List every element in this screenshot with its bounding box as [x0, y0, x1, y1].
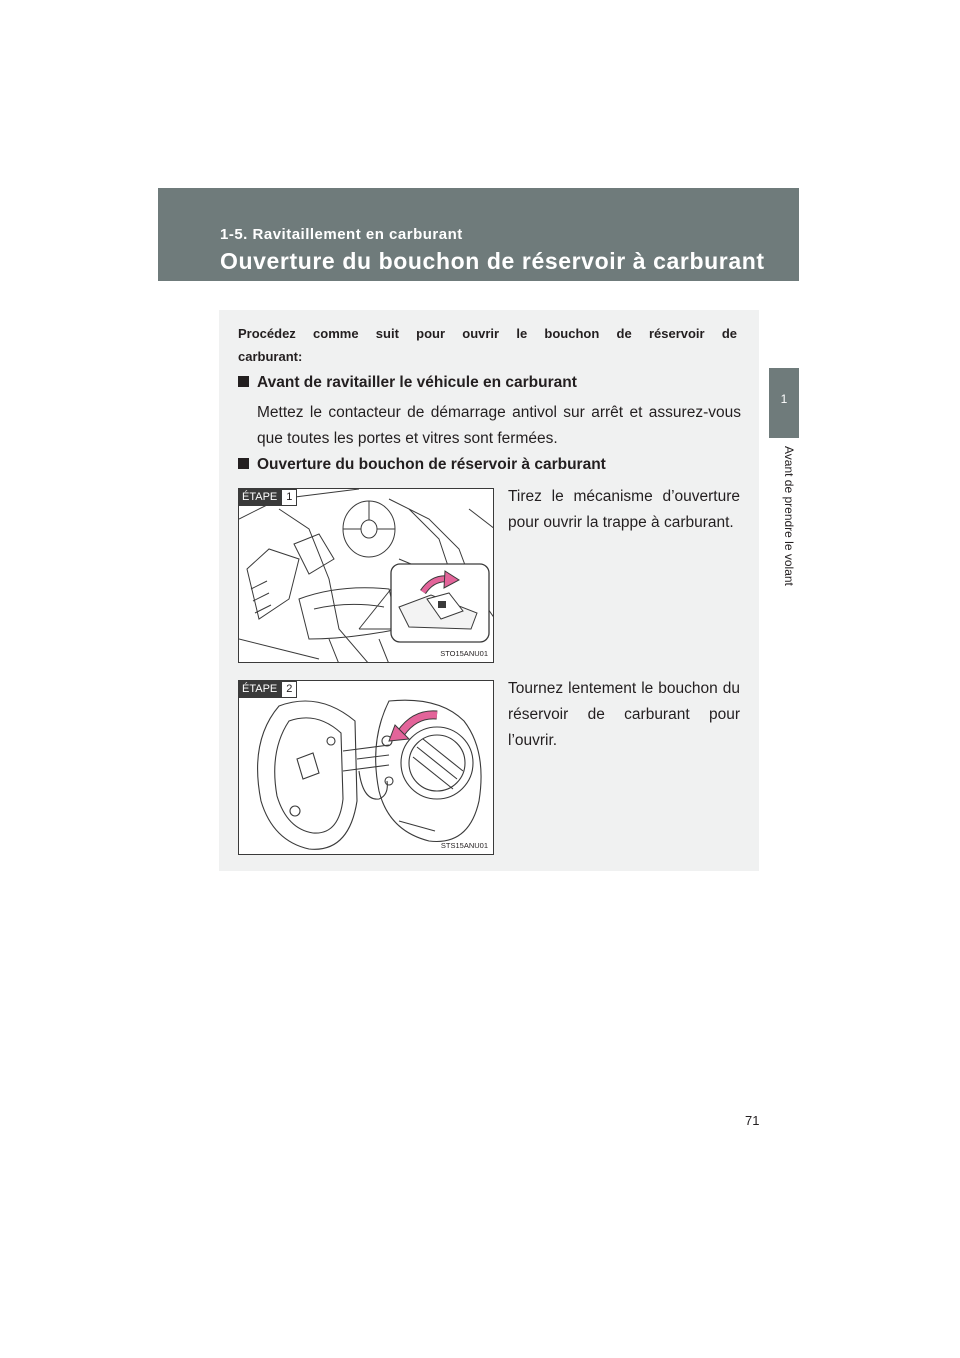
section-label: 1-5. Ravitaillement en carburant	[220, 226, 463, 243]
chapter-number: 1	[780, 392, 788, 406]
chapter-tab	[769, 368, 799, 438]
car-interior-drawing	[239, 489, 494, 663]
step-label: ÉTAPE	[239, 681, 281, 698]
step-1-badge	[239, 489, 297, 506]
square-bullet-icon	[238, 376, 249, 387]
chapter-title-vertical: Avant de prendre le volant	[782, 446, 796, 586]
step-number: 2	[281, 681, 297, 698]
page-number: 71	[745, 1113, 760, 1128]
step-number: 1	[281, 489, 297, 506]
intro-text: Procédez comme suit pour ouvrir le bouchon de réservoir de carburant:	[238, 326, 737, 364]
figure-code: STS15ANU01	[440, 841, 488, 850]
step-2-illustration	[238, 680, 494, 855]
section-heading-open-cap	[238, 456, 606, 474]
content-panel	[219, 310, 759, 871]
fuel-door-drawing	[239, 681, 494, 855]
step-1-text: Tirez le mécanisme d’ouverture pour ouvrir la trappe à carburant.	[508, 488, 740, 531]
figure-code: STO15ANU01	[440, 649, 488, 658]
section-body-before-refuel: Mettez le contacteur de démarrage antivol sur arrêt et assurez-vous que toutes les portes et vitres sont fermées.	[257, 404, 741, 447]
step-2-badge	[239, 681, 297, 698]
square-bullet-icon	[238, 458, 249, 469]
step-label: ÉTAPE	[239, 489, 281, 506]
heading-text: Avant de ravitailler le véhicule en carburant	[257, 374, 577, 391]
chapter-header	[158, 188, 799, 281]
step-1-illustration	[238, 488, 494, 663]
page-title: Ouverture du bouchon de réservoir à carburant	[220, 248, 765, 274]
step-2-text: Tournez lentement le bouchon du réservoir de carburant pour l’ouvrir.	[508, 680, 740, 749]
heading-text: Ouverture du bouchon de réservoir à carburant	[257, 456, 606, 473]
section-heading-before-refuel	[238, 374, 577, 392]
